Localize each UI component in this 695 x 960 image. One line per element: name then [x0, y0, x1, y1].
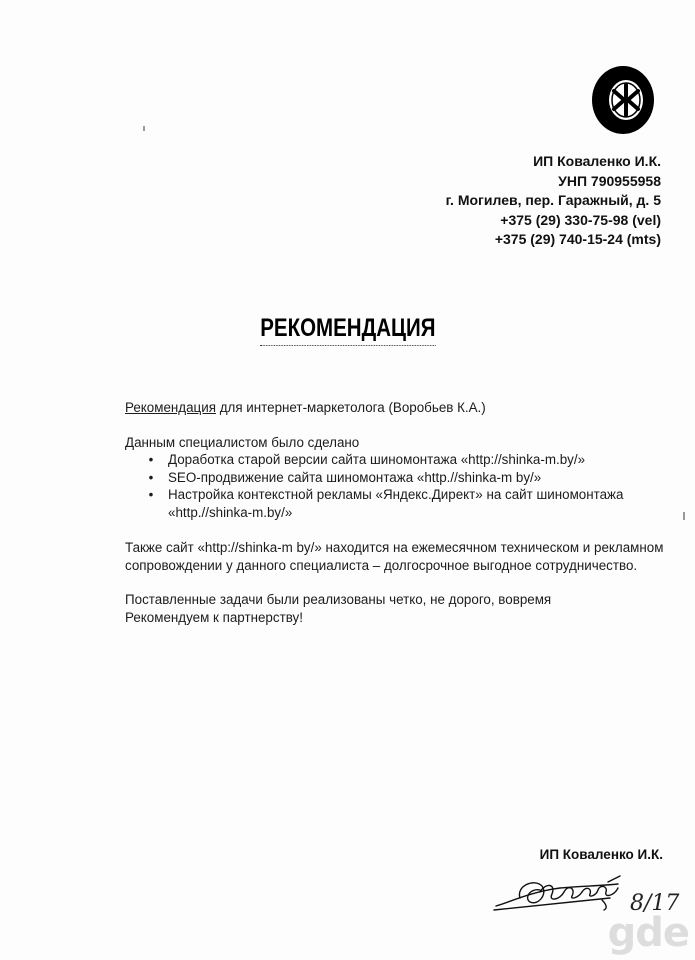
company-address: г. Могилев, пер. Гаражный, д. 5: [445, 192, 661, 208]
intro-underlined: Рекомендация: [125, 400, 216, 415]
list-item-text: Доработка старой версии сайта шиномонтажа «http://shinka-m.by/»: [168, 452, 586, 467]
document-title-wrap: [0, 314, 695, 346]
list-item: [125, 486, 665, 521]
bullet-icon: •: [148, 469, 154, 485]
scan-speck: [143, 126, 145, 131]
signatory-name: ИП Коваленко И.К.: [539, 847, 663, 862]
tire-icon: [590, 64, 656, 136]
document-title: РЕКОМЕНДАЦИЯ: [260, 314, 435, 346]
company-header: [446, 152, 661, 250]
scan-speck: [683, 512, 685, 520]
intro-rest: для интернет-маркетолога (Воробьев К.А.): [215, 400, 486, 415]
company-phone-vel: +375 (29) 330-75-98 (vel): [500, 211, 661, 228]
list-item-text: SEO-продвижение сайта шиномонтажа «http.//shinka-m by/»: [168, 469, 542, 485]
company-phone-mts: +375 (29) 740-15-24 (mts): [494, 231, 661, 247]
list-item: [125, 469, 665, 487]
company-name: ИП Коваленко И.К.: [533, 153, 661, 169]
intro-line: [125, 399, 665, 417]
support-paragraph: Также сайт «http://shinka-m by/» находится на ежемесячном техническом и рекламном сопровождении у данного специалиста – долгосрочное выгодное сотрудничество.: [125, 540, 664, 573]
company-unp: УНП 790955958: [558, 172, 661, 189]
recommend-line: Рекомендуем к партнерству!: [125, 609, 303, 625]
list-item: [125, 451, 665, 469]
signature-date: 8/17: [630, 891, 680, 916]
letter-body: [125, 399, 665, 626]
work-list: [125, 451, 665, 521]
done-heading: Данным специалистом было сделано: [125, 434, 360, 450]
watermark: gde: [607, 910, 689, 956]
bullet-icon: •: [148, 452, 154, 467]
bullet-icon: •: [148, 487, 154, 502]
list-item-text: Настройка контекстной рекламы «Яндекс.Директ» на сайт шиномонтажа «http.//shinka-m.by/»: [168, 487, 624, 520]
result-line: Поставленные задачи были реализованы четко, не дорого, вовремя: [125, 592, 552, 607]
